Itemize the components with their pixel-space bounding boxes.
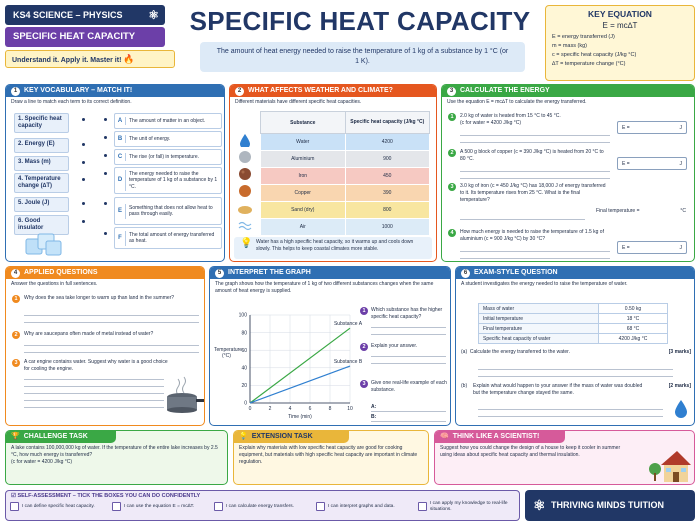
y-tick-label: 0 — [244, 400, 247, 407]
question-text: A 500 g block of copper (c = 390 J/kg °C) is heated from 20 °C to 80 °C. — [460, 149, 604, 162]
definition-letter: F — [118, 234, 122, 241]
term-number: 1. — [18, 116, 25, 122]
question-number: 3 — [12, 359, 20, 367]
brain-icon: 🧠 — [440, 433, 449, 440]
match-dot[interactable] — [104, 232, 107, 235]
self-item[interactable] — [112, 501, 209, 512]
applied-header: 4 APPLIED QUESTIONS — [6, 267, 204, 279]
affects-header: 2 WHAT AFFECTS WEATHER AND CLIMATE? — [230, 85, 436, 97]
substance-name: Iron — [261, 168, 346, 185]
calc-header: 3 CALCULATE THE ENERGY — [442, 85, 694, 97]
match-dot[interactable] — [82, 202, 85, 205]
y-tick-label: 40 — [241, 365, 247, 372]
challenge-header — [6, 431, 116, 443]
graph-heading: INTERPRET THE GRAPH — [228, 269, 311, 276]
shc-value: 800 — [345, 202, 429, 219]
x-tick-label: 8 — [328, 406, 332, 412]
table-row — [261, 219, 430, 236]
equation-line: c = specific heat capacity (J/kg °C) — [552, 52, 637, 58]
table-row — [261, 134, 430, 151]
key-equation-formula: E = mc∆T — [602, 21, 638, 30]
term-number: 3. — [18, 159, 25, 165]
question-hint: (c for water = 4200 J/kg °C) — [460, 120, 522, 126]
graph-header: 5 INTERPRET THE GRAPH — [210, 267, 450, 279]
checkbox[interactable] — [316, 502, 325, 511]
affects-intro: Different materials have different specific heat capacities. — [235, 99, 362, 105]
scientist-panel — [434, 430, 695, 485]
self-item-label: I can calculate energy transfers. — [226, 503, 294, 509]
lightbulb-icon: 💡 — [239, 433, 248, 440]
self-item[interactable] — [10, 501, 107, 512]
challenge-text: A lake contains 100,000,000 kg of water. If the temperature of the entire lake increases by 2.5 °C, how much energy is transferred? — [11, 445, 218, 458]
exam-row-value: 68 °C — [599, 324, 668, 334]
self-items — [6, 501, 519, 512]
extension-header — [234, 431, 349, 443]
exam-header: 6 EXAM-STYLE QUESTION — [456, 267, 694, 279]
shc-table — [260, 111, 430, 236]
table-row — [479, 314, 668, 324]
y-tick-label: 20 — [241, 383, 247, 390]
substance-name: Air — [261, 219, 346, 236]
question-number: 1 — [360, 307, 368, 315]
series-line — [250, 328, 350, 403]
definition-letter: A — [117, 117, 123, 124]
definition-letter: E — [117, 207, 122, 214]
atom-icon: ⚛ — [148, 8, 159, 22]
match-dot[interactable] — [82, 220, 85, 223]
answer-b-label: B: — [371, 414, 377, 420]
extension-text: Explain why materials with low specific heat capacity are good for cooking equipment, but materials with high specific heat capacity are important in climate regulation. — [239, 445, 418, 465]
exam-panel — [455, 266, 695, 426]
shc-value: 450 — [345, 168, 429, 185]
table-row — [261, 151, 430, 168]
term-text: Good insulator — [18, 218, 44, 231]
aluminium-ball-icon — [238, 150, 252, 164]
calc-question — [460, 113, 610, 127]
answer-box[interactable] — [617, 241, 687, 254]
self-item-label: I can apply my knowledge to real-life situations. — [430, 501, 508, 512]
graph-question: Which substance has the higher specific heat capacity? — [371, 307, 443, 320]
checkbox[interactable] — [112, 502, 121, 511]
term-text: Joule (J) — [24, 200, 50, 206]
temperature-chart — [212, 307, 364, 425]
self-item[interactable] — [418, 501, 515, 512]
trophy-icon: 🏆 — [11, 433, 20, 440]
vocab-definition[interactable] — [114, 197, 222, 225]
exam-part-b — [461, 383, 691, 397]
answer-b-line[interactable] — [371, 414, 446, 422]
graph-panel — [209, 266, 451, 426]
ice-cubes-icon — [24, 231, 64, 257]
x-tick-label: 10 — [347, 406, 353, 412]
page-title: SPECIFIC HEAT CAPACITY — [189, 6, 531, 36]
applied-question: A car engine contains water. Suggest why water is a good choice for cooling the engine. — [24, 359, 168, 372]
vocab-instruction: Draw a line to match each term to its correct definition. — [11, 99, 132, 105]
term-number: 4. — [18, 176, 25, 182]
question-number: 4 — [448, 229, 456, 237]
question-number: 3 — [448, 183, 456, 191]
checkbox[interactable] — [418, 502, 427, 511]
match-dot[interactable] — [82, 118, 85, 121]
exam-row-value: 0.50 kg — [599, 304, 668, 314]
answer-a-label: A: — [371, 404, 377, 410]
exam-intro: A student investigates the energy needed to raise the temperature of water. — [461, 281, 628, 287]
answer-line[interactable] — [371, 350, 446, 364]
self-assessment-heading — [6, 491, 519, 501]
table-header: Substance — [261, 112, 346, 134]
vocab-definition[interactable] — [114, 149, 222, 165]
water-note — [234, 237, 432, 259]
self-heading-text: SELF-ASSESSMENT – TICK THE BOXES YOU CAN DO CONFIDENTLY — [17, 493, 201, 499]
self-item[interactable] — [316, 501, 413, 512]
vocab-panel — [5, 84, 225, 262]
calc-question — [460, 149, 610, 163]
answer-label: E = — [622, 161, 630, 167]
question-text: How much energy is needed to raise the temperature of 1.5 kg of aluminium (c = 900 J/kg °C) by 30 °C? — [460, 229, 604, 242]
exam-row-value: 18 °C — [599, 314, 668, 324]
match-dot[interactable] — [104, 202, 107, 205]
challenge-panel — [5, 430, 228, 485]
vocab-term[interactable] — [14, 197, 69, 212]
match-dot[interactable] — [104, 136, 107, 139]
extension-panel — [233, 430, 429, 485]
match-dot[interactable] — [82, 143, 85, 146]
water-drop-icon — [674, 399, 688, 419]
equation-line: ∆T = temperature change (°C) — [552, 61, 626, 67]
substance-name: Copper — [261, 185, 346, 202]
term-text: Temperature change (∆T) — [18, 176, 61, 189]
term-text: Mass (m) — [24, 159, 51, 165]
extension-heading: EXTENSION TASK — [251, 433, 313, 440]
shc-value: 4200 — [345, 134, 429, 151]
match-dot[interactable] — [82, 178, 85, 181]
section-number: 1 — [11, 87, 20, 96]
vocab-term[interactable] — [14, 138, 69, 153]
answer-a-line[interactable] — [371, 404, 446, 412]
answer-line[interactable] — [460, 129, 610, 143]
self-item[interactable] — [214, 501, 311, 512]
exam-table — [478, 303, 668, 344]
substance-name: Sand (dry) — [261, 202, 346, 219]
equation-line: m = mass (kg) — [552, 43, 587, 49]
tagline — [5, 50, 175, 68]
answer-line — [478, 403, 663, 417]
vocab-header — [6, 85, 224, 97]
answer-unit: °C — [680, 208, 686, 214]
substance-name: Water — [261, 134, 346, 151]
term-text: Specific heat capacity — [18, 116, 62, 129]
exam-row-label: Final temperature — [479, 324, 599, 334]
answer-line[interactable] — [24, 373, 164, 408]
exam-row-label: Mass of water — [479, 304, 599, 314]
exam-row-value: 4200 J/kg °C — [599, 334, 668, 344]
calc-panel — [441, 84, 695, 262]
checkbox[interactable] — [214, 502, 223, 511]
exam-row-label: Specific heat capacity of water — [479, 334, 599, 344]
question-number: 2 — [360, 343, 368, 351]
answer-line[interactable] — [371, 321, 446, 335]
table-row — [261, 168, 430, 185]
answer-line — [478, 363, 673, 377]
substance-name: Aluminium — [261, 151, 346, 168]
table-row — [479, 334, 668, 344]
term-number: 5. — [18, 200, 25, 206]
lightbulb-icon: 💡 — [240, 238, 253, 249]
series-label: Substance A — [333, 321, 363, 328]
key-equation-box — [545, 5, 695, 81]
table-row — [479, 324, 668, 334]
question-text: 2.0 kg of water is heated from 15 °C to 45 °C. — [460, 113, 561, 119]
answer-label: E = — [622, 125, 630, 131]
term-number: 2. — [18, 141, 25, 147]
calc-question — [460, 229, 610, 243]
atom-icon: ⚛ — [533, 497, 546, 513]
y-tick-label: 100 — [238, 312, 247, 319]
graph-question: Explain your answer. — [371, 343, 418, 349]
shc-value: 1000 — [345, 219, 429, 236]
table-row — [261, 202, 430, 219]
vocab-definition[interactable] — [114, 131, 222, 147]
calc-instruction: Use the equation E = mc∆T to calculate the energy transferred. — [447, 99, 587, 105]
tagline-text: Understand it. Apply it. Master it! — [12, 57, 122, 64]
definition-text: The total amount of energy transferred as heat. — [125, 231, 221, 246]
answer-unit: J — [679, 245, 682, 251]
exam-heading: EXAM-STYLE QUESTION — [474, 269, 558, 276]
definition-text: The unit of energy. — [125, 135, 173, 144]
substance-icons — [236, 135, 256, 249]
checklist-icon: ☑ — [11, 493, 16, 499]
series-line — [250, 366, 350, 403]
vocab-term[interactable] — [14, 156, 69, 171]
water-note-text: Water has a high specific heat capacity, so it warms up and cools down slowly. This helps to keep coastal climates more stable. — [256, 239, 414, 252]
air-waves-icon — [238, 218, 252, 232]
term-number: 6. — [18, 218, 25, 224]
definition-text: Something that does not allow heat to pass through easily. — [125, 204, 221, 219]
definition-letter: D — [117, 177, 123, 184]
question-number: 2 — [12, 331, 20, 339]
definition-letter: B — [117, 135, 123, 142]
exam-row-label: Initial temperature — [479, 314, 599, 324]
answer-unit: J — [679, 161, 682, 167]
applied-heading: APPLIED QUESTIONS — [24, 269, 98, 276]
graph-intro: The graph shows how the temperature of 1 kg of two different substances changes when the same amount of heat energy is supplied. — [215, 281, 434, 294]
table-row — [261, 185, 430, 202]
self-item-label: I can define specific heat capacity. — [22, 503, 95, 509]
question-number: 1 — [448, 113, 456, 121]
challenge-heading: CHALLENGE TASK — [23, 433, 88, 440]
x-tick-label: 6 — [308, 406, 312, 412]
series-label: Substance B — [333, 359, 363, 366]
definition-text: The amount of matter in an object. — [125, 117, 208, 126]
flame-icon: 🔥 — [123, 54, 135, 64]
brand-banner — [525, 490, 695, 521]
definition-text: The energy needed to raise the temperature of 1 kg of a substance by 1 °C. — [125, 170, 221, 192]
applied-panel — [5, 266, 205, 426]
part-b-label: (b) — [461, 383, 468, 389]
x-tick-label: 2 — [268, 406, 272, 412]
answer-line[interactable] — [460, 245, 610, 259]
definition-box: The amount of heat energy needed to raise the temperature of 1 kg of a substance by 1 °C (or 1 K). — [200, 42, 525, 72]
match-dot[interactable] — [104, 154, 107, 157]
graph-question: Give one real-life example of each substance. — [371, 380, 447, 393]
answer-box[interactable] — [617, 157, 687, 170]
y-axis-label: Temperature (°C) — [214, 347, 243, 359]
checkbox[interactable] — [10, 502, 19, 511]
part-a-text: Calculate the energy transferred to the water. — [469, 349, 570, 355]
match-dot[interactable] — [82, 161, 85, 164]
question-number: 3 — [360, 380, 368, 388]
match-dot[interactable] — [104, 172, 107, 175]
definition-text: The rise (or fall) in temperature. — [125, 153, 202, 162]
part-b-marks: [2 marks] — [668, 383, 691, 389]
question-text: 3.0 kg of iron (c = 450 J/kg °C) has 18,000 J of energy transferred to it. Its temperature rises from 25 °C. What is the final temperature? — [460, 183, 606, 203]
applied-question: Why are saucepans often made of metal instead of water? — [24, 331, 154, 337]
part-a-label: (a) — [461, 349, 468, 355]
self-item-label: I can interpret graphs and data. — [328, 503, 395, 509]
scientist-text: Suggest how you could change the design of a house to keep it cooler in summer using ideas about specific heat capacity and thermal insulation. — [440, 445, 621, 458]
match-dot[interactable] — [104, 118, 107, 121]
answer-line[interactable] — [24, 309, 199, 323]
x-tick-label: 0 — [248, 406, 252, 412]
applied-instruction: Answer the questions in full sentences. — [11, 281, 98, 287]
question-number: 2 — [448, 149, 456, 157]
vocab-heading: KEY VOCABULARY – MATCH IT! — [24, 87, 133, 94]
copper-ball-icon — [238, 184, 252, 198]
subject-banner — [5, 5, 165, 25]
answer-label: Final temperature = — [596, 208, 640, 214]
answer-line[interactable] — [460, 165, 610, 179]
challenge-sub: (c for water = 4200 J/kg °C) — [11, 459, 73, 465]
self-item-label: I can use the equation E = mc∆T. — [124, 503, 195, 509]
applied-question: Why does the sea take longer to warm up than land in the summer? — [24, 295, 175, 301]
topic-banner: SPECIFIC HEAT CAPACITY — [5, 27, 165, 47]
saucepan-icon — [164, 375, 204, 415]
answer-unit: J — [679, 125, 682, 131]
exam-part-a — [461, 349, 691, 356]
answer-box[interactable] — [592, 205, 690, 217]
scientist-heading: THINK LIKE A SCIENTIST! — [452, 433, 540, 440]
shc-value: 390 — [345, 185, 429, 202]
equation-line: E = energy transferred (J) — [552, 34, 615, 40]
question-number: 1 — [12, 295, 20, 303]
term-text: Energy (E) — [24, 141, 55, 147]
answer-label: E = — [622, 245, 630, 251]
water-drop-icon — [238, 133, 252, 147]
answer-line[interactable] — [460, 213, 585, 220]
subject-label: KS4 SCIENCE – PHYSICS — [13, 10, 123, 20]
vocab-term[interactable] — [14, 113, 69, 133]
answer-box[interactable] — [617, 121, 687, 134]
x-tick-label: 4 — [288, 406, 292, 412]
vocab-definition[interactable] — [114, 113, 222, 129]
part-b-text: Explain what would happen to your answer if the mass of water was doubled but the temperature change stayed the same. — [473, 383, 643, 396]
brand-name: THRIVING MINDS TUITION — [551, 500, 664, 510]
affects-panel — [229, 84, 437, 262]
part-a-marks: [3 marks] — [668, 349, 691, 355]
self-assessment — [5, 490, 520, 521]
calc-heading: CALCULATE THE ENERGY — [460, 87, 550, 94]
calc-question — [460, 183, 610, 204]
key-equation-title: KEY EQUATION — [588, 9, 652, 19]
shc-value: 900 — [345, 151, 429, 168]
affects-heading: WHAT AFFECTS WEATHER AND CLIMATE? — [248, 87, 393, 94]
y-tick-label: 80 — [241, 330, 247, 337]
table-row — [479, 304, 668, 314]
iron-ball-icon — [238, 167, 252, 181]
definition-letter: C — [117, 153, 123, 160]
scientist-header — [435, 431, 565, 443]
vocab-definition[interactable] — [114, 167, 222, 194]
sand-pile-icon — [238, 201, 252, 215]
table-header: Specific heat capacity (J/kg °C) — [345, 112, 429, 134]
house-icon — [647, 445, 691, 483]
answer-line[interactable] — [24, 339, 199, 353]
vocab-definition[interactable] — [114, 227, 222, 249]
x-axis-label: Time (min) — [288, 414, 312, 420]
y-tick-label: 60 — [241, 347, 247, 354]
vocab-term[interactable] — [14, 173, 69, 193]
